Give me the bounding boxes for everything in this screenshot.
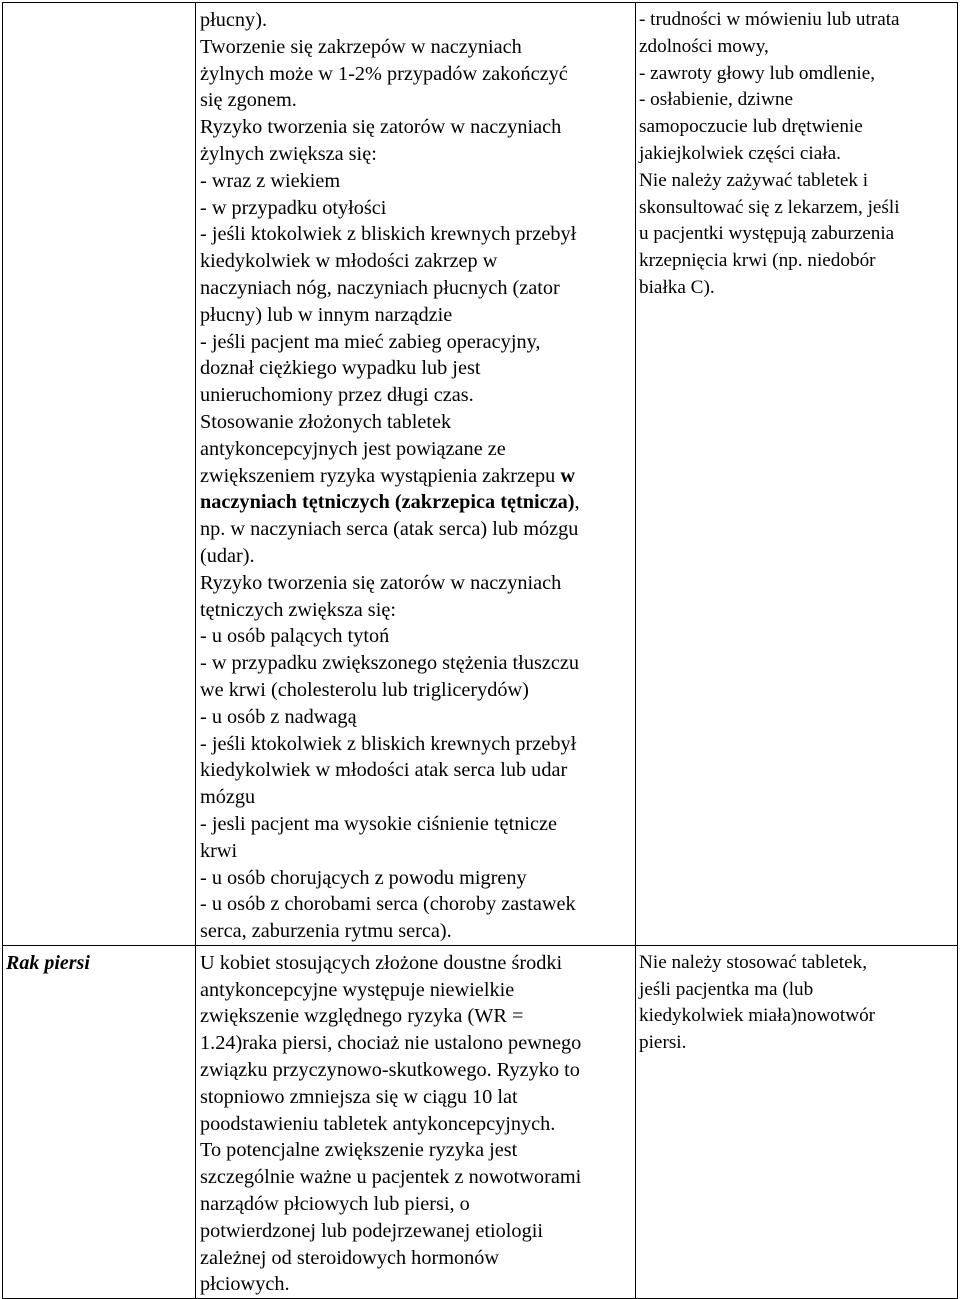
text-line: zdolności mowy, [639,35,769,57]
text-line: żylnych zwiększa się: [200,142,377,165]
table-row [3,3,958,946]
row-label: Rak piersi [6,951,90,974]
text-line: białka C). [639,276,715,298]
row-label-cell [3,3,196,946]
text-line: - u osób chorujących z powodu migreny [200,866,527,889]
text-line: kiedykolwiek w młodości atak serca lub udar [200,759,568,782]
text-line: narządów płciowych lub piersi, o [200,1193,470,1216]
text-line: Ryzyko tworzenia się zatorów w naczyniach [200,116,562,139]
text-line: jakiejkolwiek części ciała. [639,142,841,164]
text-line: szczególnie ważne u pacjentek z nowotworami [200,1166,582,1189]
text-line: płucny). [200,9,268,31]
text-line: Nie należy zażywać tabletek i [639,169,869,191]
text-line: krwi [200,839,238,862]
table-row [3,945,958,1298]
document-table [2,2,958,1299]
recommendation-cell [636,945,958,1298]
text-line: - jeśli ktokolwiek z bliskich krewnych przebył [200,732,577,755]
row-label [3,3,195,7]
text-line: - jeśli pacjent ma mieć zabieg operacyjny, [200,330,541,353]
text-line: 1.24)raka piersi, chociaż nie ustalono pewnego [200,1032,582,1055]
text-line: kiedykolwiek miała)nowotwór [639,1005,876,1027]
row-label-cell [3,945,196,1298]
text-line: piersi. [639,1032,687,1054]
text-line: - jesli pacjent ma wysokie ciśnienie tętnicze [200,812,558,835]
text-line: potwierdzonej lub podejrzewanej etiologii [200,1219,543,1242]
bold-text: w [560,464,576,487]
text-line: we krwi (cholesterolu lub triglicerydów) [200,678,529,701]
text-line: krzepnięcia krwi (np. niedobór [639,250,876,272]
recommendation-text [636,3,957,302]
text-line: U kobiet stosujących złożone doustne środki [200,951,563,974]
text-line: Tworzenie się zakrzepów w naczyniach [200,35,522,58]
text-line: stopniowo zmniejsza się w ciągu 10 lat [200,1085,518,1108]
text-line: - u osób z chorobami serca (choroby zastawek [200,893,576,916]
text-line: Ryzyko tworzenia się zatorów w naczyniach [200,571,562,594]
text-line: związku przyczynowo-skutkowego. Ryzyko to [200,1059,580,1082]
text-line: u pacjentki występują zaburzenia [639,223,895,245]
text-line: - trudności w mówieniu lub utrata [639,9,900,30]
text-line: - wraz z wiekiem [200,169,341,192]
text-line: - osłabienie, dziwne [639,89,793,111]
text-line: kiedykolwiek w młodości zakrzep w [200,250,498,273]
text-line: serca, zaburzenia rytmu serca). [200,920,452,943]
text-line: - jeśli ktokolwiek z bliskich krewnych przebył [200,223,577,246]
text-line: doznał ciężkiego wypadku lub jest [200,357,481,380]
text-line: antykoncepcyjnych jest powiązane ze [200,437,506,460]
text-line: żylnych może w 1-2% przypadów zakończyć [200,62,568,85]
text-line: płucny) lub w innym narządzie [200,303,453,326]
text-line: - u osób palących tytoń [200,625,390,648]
text-line: - w przypadku zwiększonego stężenia tłuszczu [200,652,579,675]
text-line: - w przypadku otyłości [200,196,387,219]
text-line: jeśli pacjentka ma (lub [639,978,814,1000]
text-line: tętniczych zwiększa się: [200,598,396,621]
text-line: mózgu [200,786,256,809]
text-line: Nie należy stosować tabletek, [639,951,868,973]
description-cell [196,3,636,946]
text-line: zwiększeniem ryzyka wystąpienia zakrzepu w [200,464,576,487]
description-text [196,946,635,1298]
text-line: samopoczucie lub drętwienie [639,116,863,138]
recommendation-cell [636,3,958,946]
text-line: zwiększenie względnego ryzyka (WR = [200,1005,524,1028]
text-line: - zawroty głowy lub omdlenie, [639,62,876,84]
text-line: zależnej od steroidowych hormonów [200,1246,500,1269]
bold-text: naczyniach tętniczych (zakrzepica tętnicza) [200,491,575,514]
text-line: naczyniach nóg, naczyniach płucnych (zator [200,276,560,299]
text-line: poodstawieniu tabletek antykoncepcyjnych. [200,1112,556,1135]
text-line: się zgonem. [200,89,297,112]
text-line: unieruchomiony przez długi czas. [200,384,474,407]
text-line: (udar). [200,544,255,567]
text-line: naczyniach tętniczych (zakrzepica tętnicza), [200,491,580,514]
text-line: Stosowanie złożonych tabletek [200,410,452,433]
text-line: np. w naczyniach serca (atak serca) lub mózgu [200,518,579,541]
text-line: skonsultować się z lekarzem, jeśli [639,196,900,218]
description-text [196,3,635,945]
text-line: To potencjalne zwiększenie ryzyka jest [200,1139,518,1162]
description-cell [196,945,636,1298]
text-line: płciowych. [200,1273,290,1296]
text-line: - u osób z nadwagą [200,705,357,728]
text-line: antykoncepcyjne występuje niewielkie [200,978,515,1001]
recommendation-text [636,946,957,1057]
